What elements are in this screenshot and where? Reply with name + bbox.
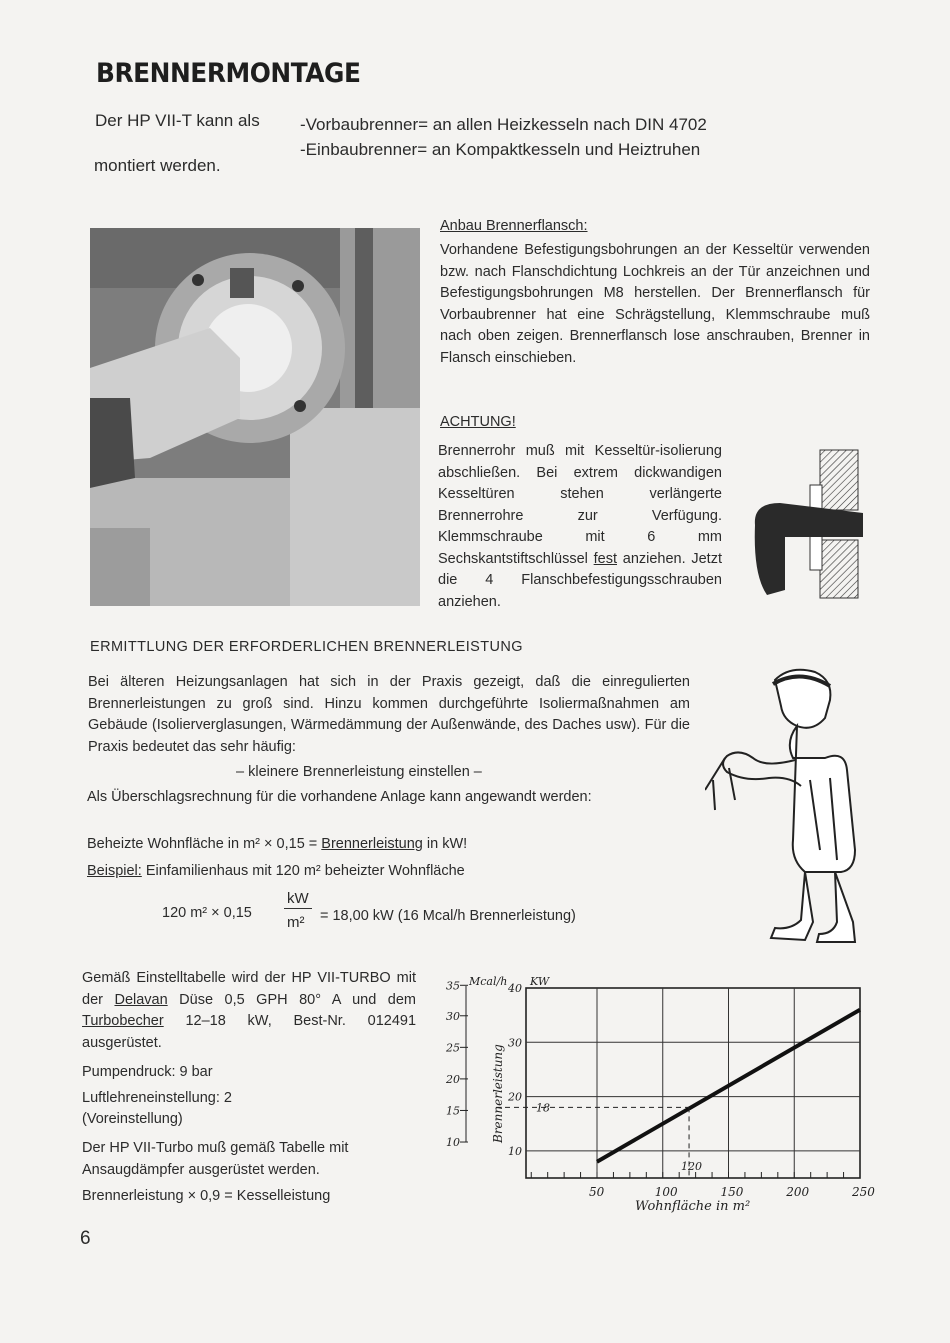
chart-content [445, 979, 875, 1199]
chart-y-tick-kw: 40 [508, 982, 522, 995]
formula-line [87, 834, 467, 856]
chart-unit-kw: KW [530, 975, 550, 988]
ermittlung-center-line: – kleinere Brennerleistung einstellen – [236, 764, 482, 780]
bottom-p1-c: 12–18 kW, Best-Nr. 012491 ausgerüstet. [82, 1013, 417, 1051]
achtung-body [438, 441, 722, 613]
page-title: BRENNERMONTAGE [96, 58, 361, 89]
page-number: 6 [80, 1228, 91, 1249]
chart-grid [526, 988, 860, 1178]
calc-unit-den: m² [287, 914, 305, 931]
calc-left: 120 m² × 0,15 [162, 905, 252, 921]
calc-right: = 18,00 kW (16 Mcal/h Brennerleistung) [320, 908, 576, 924]
chart-y-tick-mcal: 35 [446, 979, 460, 993]
anbau-heading: Anbau Brennerflansch: [440, 218, 588, 234]
formula-part-a: Beheizte Wohnfläche in m² × 0,15 = [87, 836, 318, 852]
bottom-p1-a: Gemäß Einstelltabelle wird der HP VII-TURBO mit der [82, 970, 416, 1008]
beispiel-label: Beispiel: [87, 863, 142, 879]
achtung-text-1: Brennerrohr muß mit Kesseltür-isolierung abschließen. Bei extrem dickwandigen Kesseltüren stehen verlängerte Brennerrohre zur Verfügung. Klemmschraube mit 6 mm Sechskantstiftschlüssel [438, 443, 722, 567]
burner-flange-photo [90, 228, 420, 606]
chart-y-tick-mcal: 15 [446, 1104, 460, 1118]
chart-y-tick-mcal: 30 [446, 1009, 460, 1023]
pumpendruck: Pumpendruck: 9 bar [82, 1064, 213, 1080]
bottom-p1-turbo: Turbobecher [82, 1013, 164, 1029]
chart-x-tick-label: 250 [852, 1185, 875, 1199]
beispiel-line [87, 861, 465, 883]
bottom-p1-b: Düse 0,5 GPH 80° A und dem [179, 991, 416, 1008]
hp-turbo-note: Der HP VII-Turbo muß gemäß Tabelle mit Ansaugdämpfer ausgerüstet werden. [82, 1140, 349, 1178]
chart-y-tick-mcal: 10 [446, 1136, 460, 1150]
chart-unit-mcal: Mcal/h [469, 975, 508, 988]
intro-end: montiert werden. [94, 156, 221, 175]
chart-frame [526, 988, 860, 1178]
achtung-heading: ACHTUNG! [440, 414, 516, 430]
chart-x-label: Wohnfläche in m² [635, 1199, 751, 1214]
voreinstellung: (Voreinstellung) [82, 1111, 183, 1127]
photo-illustration [90, 228, 420, 606]
chart-x-tick-label: 100 [654, 1185, 678, 1199]
chart-marker-y-label: 18 [536, 1101, 550, 1115]
chart-y-label: Brennerleistung [491, 1044, 505, 1143]
intro-option-einbau: -Einbaubrenner= an Kompaktkesseln und Heiztruhen [300, 140, 701, 159]
achtung-text-2: anziehen. Jetzt die 4 Flanschbefestigungsschrauben anziehen. [438, 550, 722, 610]
calc-unit-num: kW [287, 890, 309, 907]
luftlehre: Luftlehreneinstellung: 2 [82, 1090, 232, 1106]
bottom-para1 [82, 968, 416, 1054]
chart-x-tick-label: 150 [720, 1185, 744, 1199]
ermittlung-overschlag: Als Überschlagsrechnung für die vorhandene Anlage kann angewandt werden: [87, 789, 592, 805]
achtung-emph: fest [593, 550, 618, 567]
chart-marker-x-label: 120 [681, 1160, 703, 1173]
beispiel-text: Einfamilienhaus mit 120 m² beheizter Wohnfläche [145, 863, 465, 879]
chart-y-tick-kw: 20 [508, 1090, 522, 1104]
chart-x-tick-label: 50 [589, 1185, 605, 1199]
chart-y-tick-kw: 10 [508, 1144, 522, 1158]
bottom-p1-delavan: Delavan [114, 991, 168, 1008]
chart-y-tick-mcal: 25 [446, 1041, 460, 1055]
calc-fraction-bar [284, 908, 312, 909]
ermittlung-paragraph: Bei älteren Heizungsanlagen hat sich in der Praxis gezeigt, daß die einregulierten Brennerleistungen zu groß sind. Hinzu kommen durchgeführte Isoliermaßnahmen am Gebäude (Isolierverglasungen, Wärmedämmung der Außenwände, des Daches usw). Für die Praxis bedeutet das sehr häufig: [88, 674, 690, 755]
flange-section-drawing [745, 445, 865, 605]
chart-x-tick-label: 200 [786, 1185, 810, 1199]
chart-y-tick-mcal: 20 [446, 1072, 460, 1086]
kesselleistung-formula: Brennerleistung × 0,9 = Kesselleistung [82, 1188, 331, 1204]
chart-y-tick-kw: 30 [508, 1036, 522, 1050]
ermittlung-heading: ERMITTLUNG DER ERFORDERLICHEN BRENNERLEISTUNG [90, 639, 523, 655]
worker-cartoon [705, 660, 870, 945]
formula-part-b: Brennerleistung [321, 836, 423, 852]
anbau-body: Vorhandene Befestigungsbohrungen an der Kesseltür verwenden bzw. nach Flanschdichtung Lochkreis an der Tür anzeichnen und Befestigungsbohrungen M8 herstellen. Der Brennerflansch für Vorbaubrenner hat eine Schrägstellung, Klemmschraube muß nach oben zeigen. Brennerflansch lose anschrauben, Brenner in Flansch einschieben. [440, 242, 870, 366]
intro-option-vorbau: -Vorbaubrenner= an allen Heizkesseln nach DIN 4702 [300, 115, 707, 134]
formula-part-c: in kW! [426, 836, 468, 852]
burner-output-chart [440, 968, 880, 1218]
intro-prefix: Der HP VII-T kann als [95, 111, 260, 130]
